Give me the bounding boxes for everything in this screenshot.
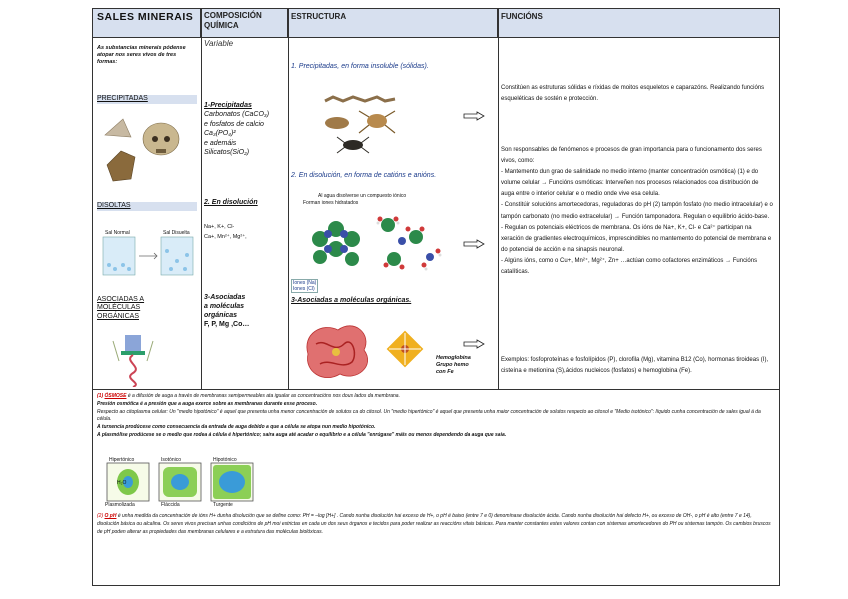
asociadas-composition (204, 293, 249, 329)
header-estructura: ESTRUCTURA (291, 12, 347, 21)
osmosis-term: ÓSMOSE (104, 393, 127, 399)
column-divider (288, 9, 289, 389)
arrow-right-icon (463, 339, 485, 349)
plasmolise-text: A plasmólise prodúcese se o medio que rodea á célula é hipertónico; saíra auga até acadar o equilibrio e a célula "enrúgase" máis ou menos dependendo da auga que saia. (97, 431, 507, 438)
img-label-sal-normal: Sal Normal (105, 230, 130, 236)
chlorophyll-image (103, 331, 163, 387)
precipitadas-title: 1-Precipitadas (204, 102, 252, 109)
phosphate-formula: Ca₃(PO₄)² (204, 130, 236, 138)
hemo-line-1: Hemoglobina (436, 355, 471, 361)
salt-dissolving-image (101, 229, 197, 279)
silicatos-line: Silicatos(SiO₂) (204, 149, 250, 157)
notes-divider (93, 389, 779, 390)
h2o-label: H₂O (117, 480, 127, 486)
ion-legend (291, 279, 318, 293)
function-examples: Exemplos: fosfoproteínas e fosfolípidos (P), clorofila (Mg), vitamina B12 (Co), hormonas tiroideas (I), cisteína e metionina (S),ácidos nucleicos (fosfatos) e hemoglobina (Fe). (501, 357, 769, 374)
hemoglobin-caption (436, 355, 471, 376)
cell-caption-flaccida: Fláccida (161, 502, 180, 508)
label-disoltas: DISOLTAS (97, 202, 197, 211)
column-divider (498, 9, 499, 389)
tonicity-text: Respecto ao citoplasma celular: Un "medio hipotónico" é aquel que presenta unha menor concentración de solutos ca do citosol. Un "medio hipertónico" é aquel que presenta unha maior concentración de solutos respecto ao citosol e "Medio isotónico": líquido cunha concentración de sales igual á da célula. (97, 408, 761, 423)
carbonatos-line: Carbonatos (CaCO₃) (204, 111, 270, 119)
asociadas-line-2: a moléculas (204, 303, 245, 311)
cell-label-isotonico: Isotónico (161, 457, 182, 463)
note-1-number: (1) (97, 393, 104, 399)
precipitadas-composition (204, 101, 288, 158)
hemoglobin-image (298, 314, 428, 386)
disolucion-title: 2. En disolución (204, 199, 258, 206)
intro-text: As substancias minerais pódense atopar nos seres vivos de tres formas: (97, 45, 186, 65)
fosfatos-line: e fosfatos de calcio (204, 120, 264, 128)
function-catalytic: - Algúns ións, como o Cu+, Mn²⁺, Mg²⁺, Zn+ …actúan como cofactores enzimáticos → Funcións catalíticas. (501, 257, 758, 276)
asociadas-line-3: orgánicas (204, 312, 238, 320)
function-osmotic: - Mantemento dun grao de salinidade no medio interno (manter concentración osmótica) (1) e do volume celular → Funcións osmóticas: Interveñen nos procesos relacionados coa distribución de auga entre o interior celular e o medio onde vive esa celula. (501, 169, 759, 198)
img-label-sal-disuelta: Sal Disuelta (163, 230, 190, 236)
variable-label: Variable (204, 39, 234, 48)
note-ph (97, 512, 775, 536)
estructura-disolucion: 2. En disolución, en forma de catións e anións. (291, 172, 437, 179)
label-precipitadas: PRECIPITADAS (97, 95, 197, 104)
cell-caption-turgente: Turgente (213, 502, 233, 508)
function-intro: Son responsables de fenómenos e procesos de gran importancia para o funcionamento dos seres vivos, como: (501, 147, 762, 165)
ion-legend-na: Iones (Na) (293, 280, 317, 286)
document-page (92, 8, 780, 586)
arrow-right-icon (463, 239, 485, 249)
note-2-number: (2) (97, 513, 104, 519)
ademais-line: e ademáis (204, 139, 237, 147)
disolucion-caption-2: Forman iones hidratados (303, 200, 359, 206)
ph-definition: é unha medida da concentración de ións H+ dunha disolución que se define como: PH = –log [H+] . Cando nunha disolución hai exceso de H+, o pH é baixo (entre 7 e 0) denomínase disolución ácida. Cando nunha disolución hai defecto H+, ou exceso de OH-, o pH é alto (entre 7 e 14), disolución básica ou alcalina. Os seres vivos precisan unhas condicións de pH moi estrictas en cada un dos seus órganos e tecidos para poder realizar as reaccións vitais básicas. Para manter constantes estes valores contan con sistemas amortecedores do PH ou sistemas tampón. Os cambios bruscos de pH poden alterar as propiedades das membranas celulares e a estrutura das moléculas biolóxicas. (97, 513, 771, 535)
estructura-asociadas: 3-Asociadas a moléculas orgánicas. (291, 297, 412, 304)
hemo-line-2: Grupo hemo (436, 362, 469, 369)
header-composicion: COMPOSICIÓN QUÍMICA (204, 11, 262, 30)
cell-caption-plasmolizada: Plasmolizada (105, 502, 135, 508)
function-precipitadas: Constitúen as estruturas sólidas e ríxidas de moitos esqueletos e caparazóns. Realizando funcións esqueléticas de sostén e protección. (501, 85, 765, 103)
ions-line-1: Na+, K+, Cl- (204, 224, 235, 230)
hemo-line-3: con Fe (436, 369, 454, 376)
ions-line-2: Ca+, Mn²⁺, Mg²⁺, (204, 234, 247, 241)
asociadas-elements: F, P, Mg ,Co… (204, 321, 250, 329)
disolucion-caption-1: Al agua disolverse un compuesto iónico (318, 193, 407, 199)
shells-skull-image (101, 113, 197, 185)
turgencia-text: A turxencia prodúcese como consecuencia da entrada de auga debido a que a célula se atopa nun medio hipotónico. (97, 424, 376, 430)
osmotic-pressure: Presión osmótica é a presión que a auga exerce sobre as membranas durante esse proceso. (97, 400, 318, 407)
asociadas-line-1: 3-Asociadas (204, 294, 246, 301)
function-disolucion (501, 145, 773, 278)
ionic-dissolution-image (298, 207, 448, 277)
label-asociadas: ASOCIADAS A MOLÉCULAS ORGÁNICAS (97, 296, 145, 320)
note-osmosis (97, 393, 775, 440)
cell-label-hipertonico: Hipertónico (109, 457, 135, 463)
ions-list (204, 222, 288, 243)
header-funcions: FUNCIÓNS (501, 12, 543, 21)
function-buffer: - Constitúir solucións amortecedoras, reguladoras do pH (2) tampón fosfato (no medio intracelular) e o tampón carbonato (no medio extracelular) → Función tamponadora. Regulan o equilibrio ácido-base. (501, 202, 773, 220)
header-divider (93, 37, 779, 38)
ph-term: O pH (104, 513, 117, 519)
header-sales-minerais: SALES MINERAIS (97, 11, 194, 23)
ion-legend-cl: Iones (Cl) (293, 286, 315, 292)
arrow-right-icon (463, 111, 485, 121)
column-divider (201, 9, 202, 389)
estructura-precipitadas: 1. Precipitadas, en forma insoluble (sólidas). (291, 63, 429, 70)
skeleton-insects-image (319, 93, 409, 163)
osmosis-definition: é a difusión de auga a través de membranas semipermeables ata igualar as concentracións nos dous lados da membrana. (126, 393, 400, 399)
function-electric: - Regulan os potenciais eléctricos de membrana. Os ións de Na+, K+, Cl- e Ca²⁺ participan na xeración de gradientes electroquímicos, imprescindibles no mantemento do potencial de membrana e do potencial de acción e na sinapsis neuronal. (501, 224, 772, 253)
cell-label-hipotonico: Hipotónico (213, 457, 237, 463)
